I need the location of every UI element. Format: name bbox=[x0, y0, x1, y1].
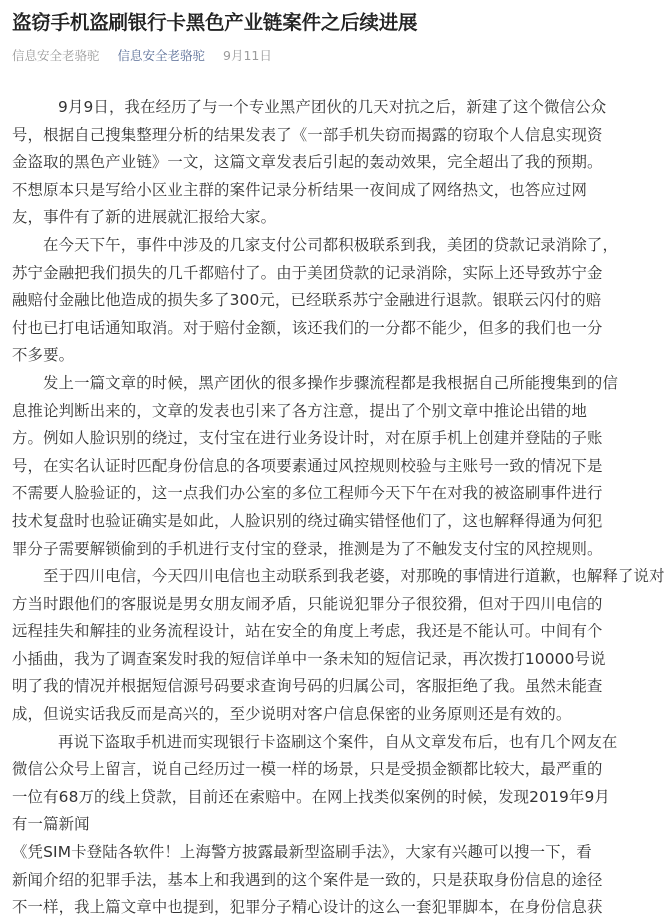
body-line: 不想原本只是写给小区业主群的案件记录分析结果一夜间成了网络热文，也答应过网 bbox=[12, 180, 588, 199]
body-line: 付也已打电话通知取消。对于赔付金额，该还我们的一分都不能少，但多的我们也一分 bbox=[12, 318, 603, 337]
body-line: 在今天下午，事件中涉及的几家支付公司都积极联系到我，美团的贷款记录消除了， bbox=[43, 235, 619, 254]
article-body bbox=[12, 94, 665, 922]
body-line: 友，事件有了新的进展就汇报给大家。 bbox=[12, 208, 277, 227]
author-name: 信息安全老骆驼 bbox=[12, 48, 100, 63]
publish-date: 9月11日 bbox=[223, 48, 272, 63]
body-line: 息推论判断出来的，文章的发表也引来了各方注意，提出了个别文章中推论出错的地 bbox=[12, 401, 588, 420]
body-line: 9月9日，我在经历了与一个专业黑产团伙的几天对抗之后，新建了这个微信公众 bbox=[58, 98, 607, 116]
account-link[interactable]: 信息安全老骆驼 bbox=[117, 48, 206, 63]
body-line: 罪分子需要解锁偷到的手机进行支付宝的登录，推测是为了不触发支付宝的风控规则。 bbox=[12, 539, 603, 558]
body-line: 有一篇新闻 bbox=[12, 815, 90, 834]
body-line: 发上一篇文章的时候，黑产团伙的很多操作步骤流程都是我根据自己所能搜集到的信 bbox=[43, 373, 619, 392]
body-line: 明了我的情况并根据短信源号码要求查询号码的归属公司，客服拒绝了我。虽然未能查 bbox=[12, 677, 603, 696]
body-line: 金盗取的黑色产业链》一文，这篇文章发表后引起的轰动效果，完全超出了我的预期。 bbox=[12, 153, 603, 172]
body-line: 不需要人脸验证的，这一点我们办公室的多位工程师今天下午在对我的被盗刷事件进行 bbox=[12, 484, 603, 503]
body-line: 小插曲，我为了调查案发时我的短信详单中一条未知的短信记录，再次拨打10000号说 bbox=[12, 649, 606, 668]
body-line: 新闻介绍的犯罪手法，基本上和我遇到的这个案件是一致的，只是获取身份信息的途径 bbox=[12, 870, 603, 889]
body-line: 号，在实名认证时匹配身份信息的各项要素通过风控规则校验与主账号一致的情况下是 bbox=[12, 456, 603, 475]
body-line: 至于四川电信，今天四川电信也主动联系到我老婆，对那晚的事情进行道歉，也解释了说对 bbox=[43, 567, 665, 586]
article-title: 盗窃手机盗刷银行卡黑色产业链案件之后续进展 bbox=[12, 11, 418, 34]
body-line: 方当时跟他们的客服说是男女朋友闹矛盾，只能说犯罪分子很狡猾，但对于四川电信的 bbox=[12, 594, 603, 613]
body-line: 一位有68万的线上贷款，目前还在索赔中。在网上找类似案例的时候，发现2019年9月 bbox=[12, 787, 610, 806]
body-line: 不一样，我上篇文章中也提到，犯罪分子精心设计的这么一套犯罪脚本，在身份信息获 bbox=[12, 898, 603, 917]
body-line: 《凭SIM卡登陆各软件！上海警方披露最新型盗刷手法》，大家有兴趣可以搜一下，看 bbox=[12, 843, 592, 862]
article-meta bbox=[12, 46, 286, 66]
body-line: 方。例如人脸识别的绕过，支付宝在进行业务设计时，对在原手机上创建并登陆的子账 bbox=[12, 429, 603, 448]
body-line: 微信公众号上留言，说自己经历过一模一样的场景，只是受损金额都比较大，最严重的 bbox=[12, 760, 603, 779]
body-line: 苏宁金融把我们损失的几千都赔付了。由于美团贷款的记录消除，实际上还导致苏宁金 bbox=[12, 263, 603, 282]
body-line: 再说下盗取手机进而实现银行卡盗刷这个案件，自从文章发布后，也有几个网友在 bbox=[58, 732, 618, 751]
body-line: 成，但说实话我反而是高兴的，至少说明对客户信息保密的业务原则还是有效的。 bbox=[12, 705, 572, 724]
body-line: 融赔付金融比他造成的损失多了300元，已经联系苏宁金融进行退款。银联云闪付的赔 bbox=[12, 291, 602, 310]
body-line: 技术复盘时也验证确实是如此，人脸识别的绕过确实错怪他们了，这也解释得通为何犯 bbox=[12, 511, 603, 530]
body-line: 号，根据自己搜集整理分析的结果发表了《一部手机失窃而揭露的窃取个人信息实现资 bbox=[12, 125, 603, 144]
body-line: 远程挂失和解挂的业务流程设计，站在安全的角度上考虑，我还是不能认可。中间有个 bbox=[12, 622, 603, 641]
body-line: 不多要。 bbox=[12, 346, 75, 365]
